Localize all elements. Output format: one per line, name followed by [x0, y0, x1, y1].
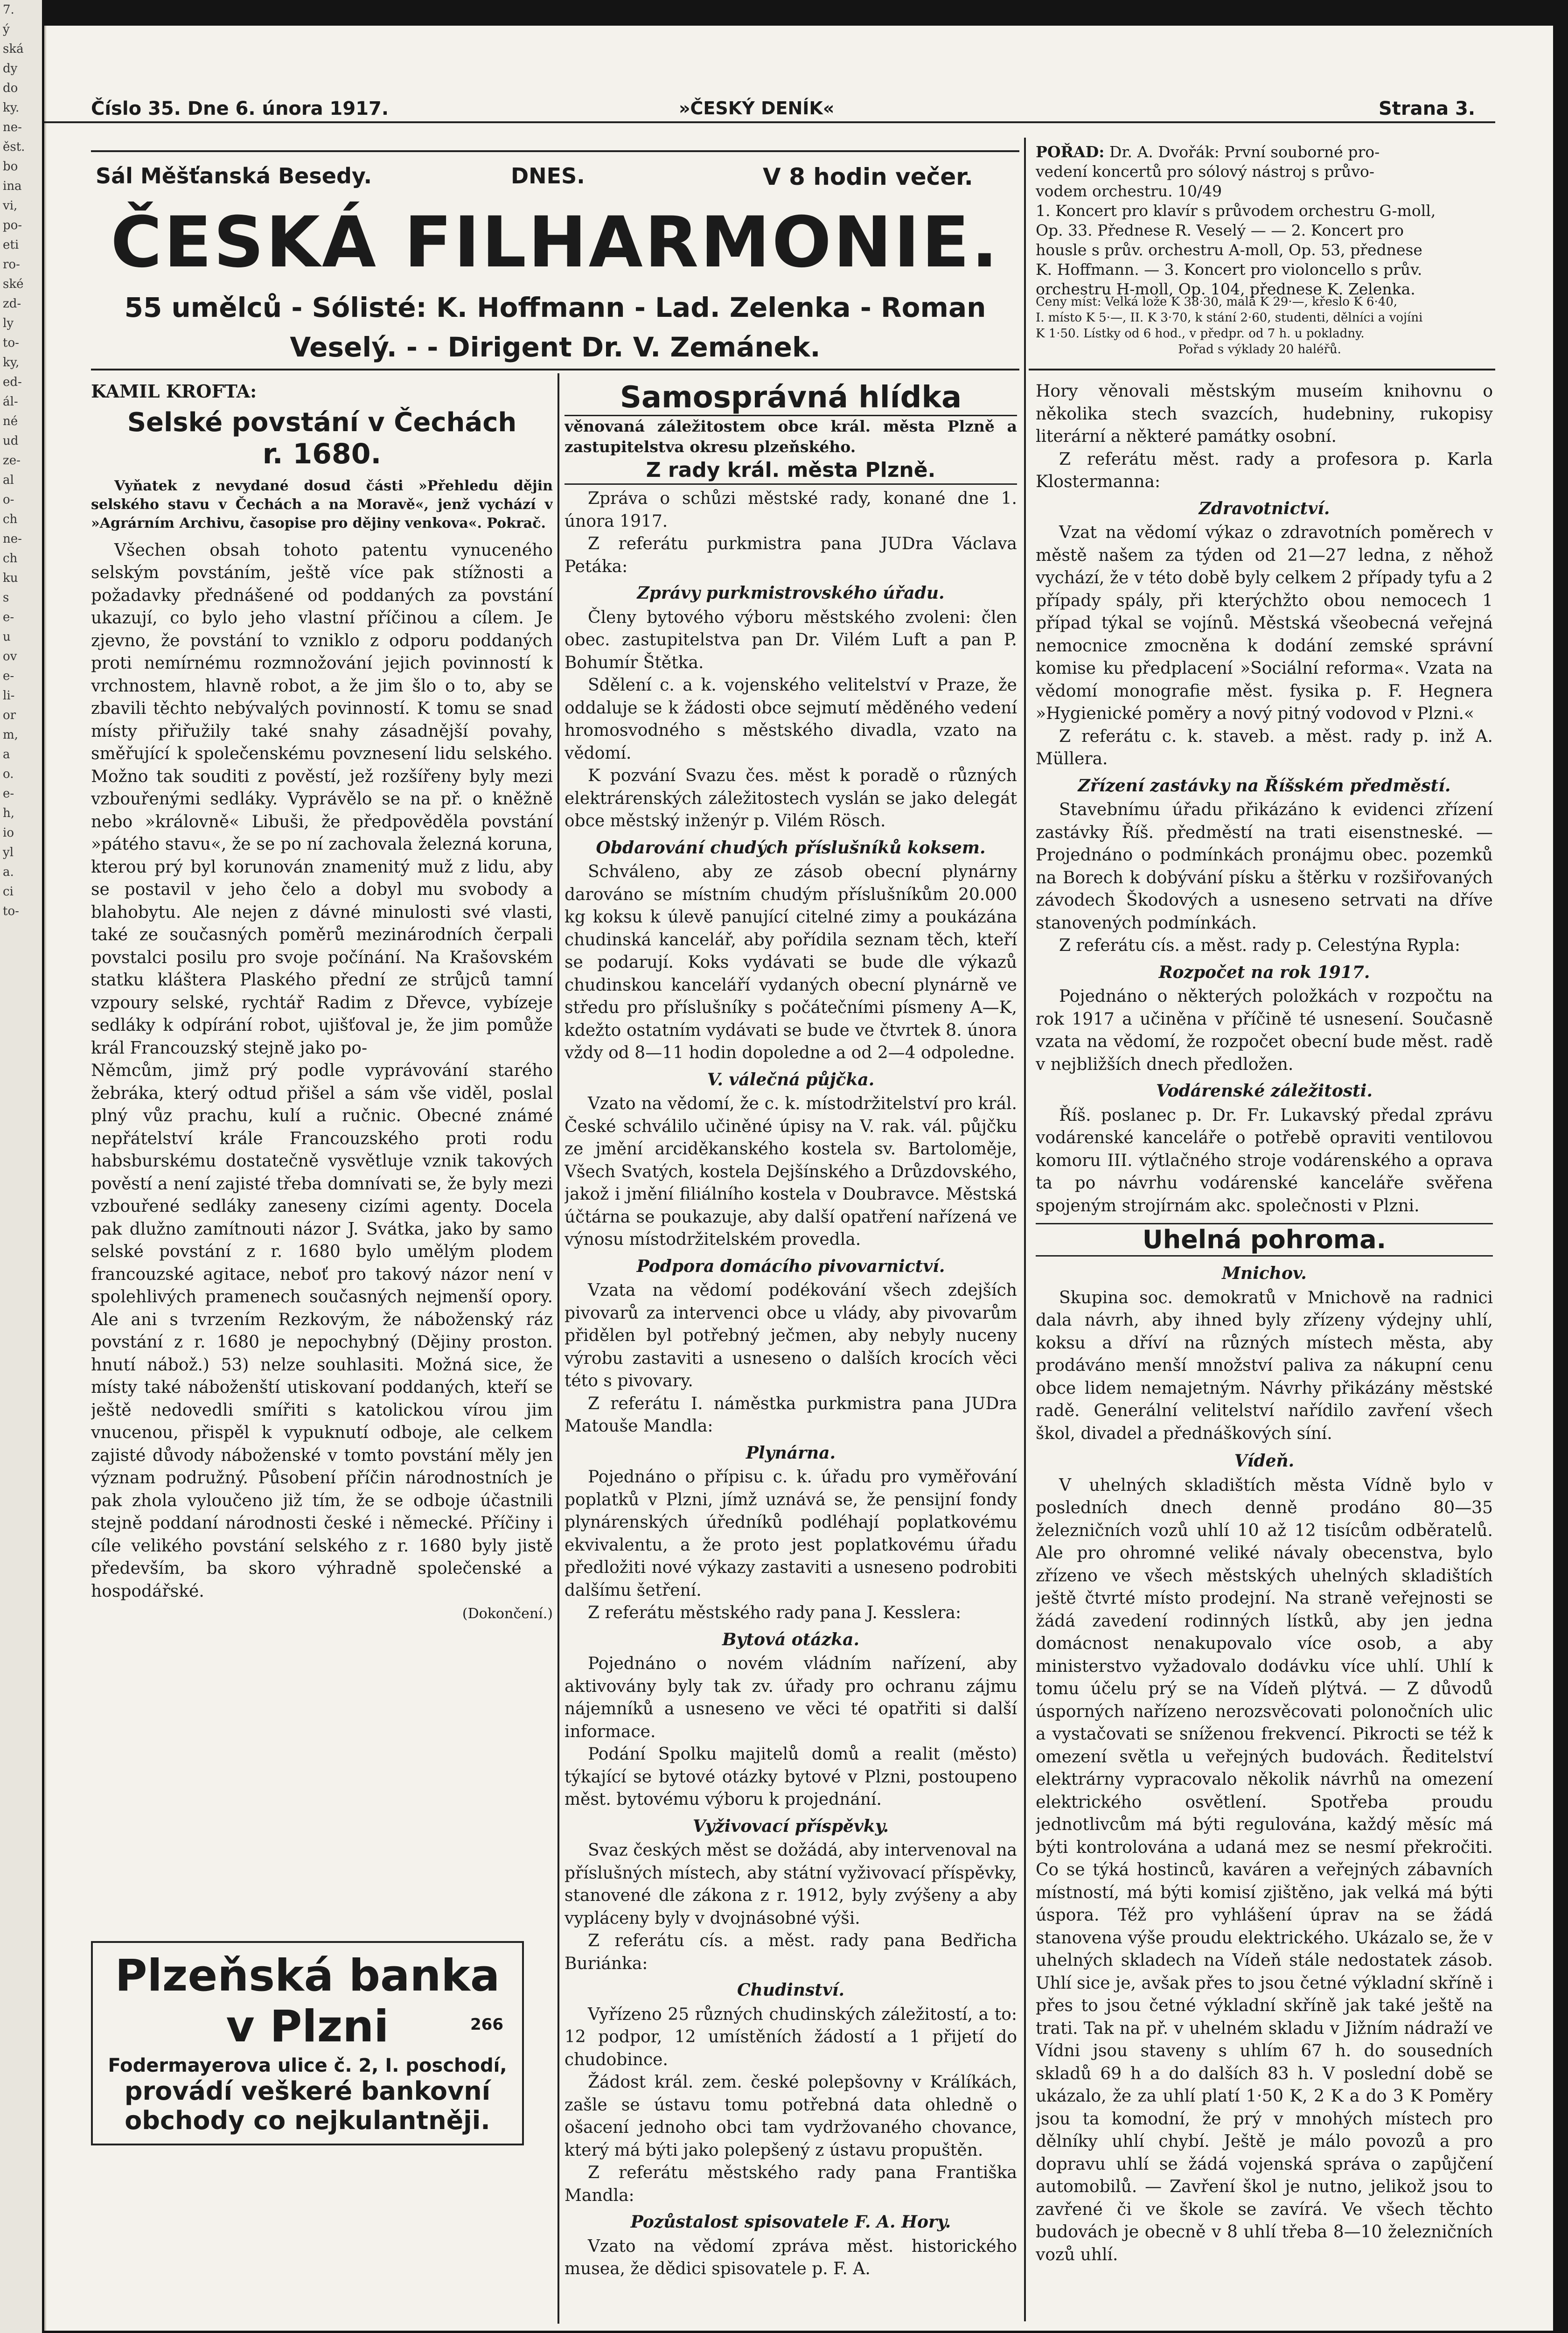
strip-fragment: zd-	[3, 297, 21, 311]
strip-fragment: ci	[3, 885, 14, 899]
strip-fragment: a.	[3, 865, 14, 879]
report-paragraph: Zpráva o schůzi městské rady, konané dne 1. února 1917.	[564, 489, 1017, 531]
report-paragraph: Z referátu měst. rady a profesora p. Karla Klostermanna:	[1036, 449, 1493, 491]
report-paragraph: Vzato na vědomí, že c. k. místodržitelství pro král. České schválilo učiněné úpisy na V. rak. vál. půjčku ze jmění arciděkanského kostela sv. Bartoloměje, Všech Svatých, kostela Dejšínského a Drůzdovského, jakož i jmění filiálního kostela v Doubravce. Městská účtárna se poukazuje, aby další opatření nařízená ve výnosu místodržitelském provedla.	[564, 1094, 1017, 1249]
report-subheading: Plynárna.	[746, 1443, 836, 1463]
strip-fragment: ky.	[3, 101, 20, 115]
column-council-continued	[1036, 380, 1493, 2317]
soloists-line: 55 umělců - Sólisté: K. Hoffmann - Lad. Zelenka - Roman	[124, 292, 986, 323]
bank-slogan-2: obchody co nejkulantněji.	[125, 2106, 490, 2135]
program-line: housle s prův. orchestru A-moll, Op. 53, přednese	[1036, 241, 1422, 259]
strip-fragment: ál-	[3, 395, 18, 409]
price-line: Pořad s výklady 20 haléřů.	[1178, 342, 1341, 356]
article-peasant-uprising	[91, 380, 553, 1934]
program-line: Dr. A. Dvořák: První souborné pro-	[1109, 143, 1380, 161]
article-paragraph: Všechen obsah tohoto patentu vynuceného selským povstáním, ještě více pak stížnosti a požadavky přednášené od poddaných za povstání ukazují, co bylo jeho vlastní příčinou a cílem. Je zjevno, že povstání to vzniklo z odporu poddaných proti nemírnému rozmnožování jejich povinností k vrchnostem, hlavně robot, a že jim šlo o to, aby se zbavili těchto nebývalých povinností. K tomu se snad místy přiřužily také snahy zásadnější povahy, směřující k společenskému povznesení lidu selského. Možno tak souditi z pověstí, jež rozšířeny byly mezi vzbouřenými sedláky. Vyprávělo se na př. o kněžně nebo »královně« Libuši, že předpověděla povstání »pátého stavu«, že se po ní zachovala železná koruna, kterou prý byl korunován znamenitý muž z lidu, aby se postavil v jeho čelo a dobyl mu svobody a blahobytu. Ale nejen z dávné minulosti své vlasti, také ze současných poměrů mezinárodních čerpali povstalci posilu pro svoje počínání. Na Krašovském statku kláštera Plaského přední ze strůjců tamní vzpoury selské, rychtář Radim z Dřevce, vybízeje sedláky k odpírání robot, ujišťoval je, že jim pomůže král Francouzský stejně jako po-	[91, 540, 553, 1058]
strip-fragment: ku	[3, 571, 18, 585]
section-intro: věnovaná záležitostem obce král. města Plzně a zastupitelstva okresu plzeňského.	[564, 417, 1017, 456]
orchestra-title: ČESKÁ FILHARMONIE.	[111, 202, 1000, 283]
strip-fragment: ská	[3, 42, 24, 56]
concert-time: V 8 hodin večer.	[763, 163, 973, 190]
program-line: K. Hoffmann. — 3. Koncert pro violoncello s prův.	[1036, 260, 1422, 279]
strip-fragment: né	[3, 414, 18, 428]
bank-name: Plzeňská banka	[115, 1950, 500, 2001]
article-continuation: (Dokončení.)	[462, 1606, 553, 1622]
strip-fragment: e-	[3, 610, 14, 624]
strip-fragment: dy	[3, 62, 18, 76]
strip-fragment: al	[3, 473, 14, 487]
coal-crisis-title: Uhelná pohroma.	[1036, 1223, 1493, 1257]
strip-fragment: io	[3, 826, 14, 840]
ad-bottom-rule	[91, 369, 1019, 370]
strip-fragment: ěst.	[3, 140, 25, 154]
article-author: KAMIL KROFTA:	[91, 381, 257, 402]
vienna-report: V uhelných skladištích města Vídně bylo v posledních dnech denně prodáno 80—35 železničních vozů uhlí 10 až 12 tisícům odběratelů. Ale pro ohromné veliké návaly obecenstva, bylo zřízeno ve všech městských uhelných skladištích ještě čtvrté místo prodejní. Na straně veřejnosti se žádá zavedení rodinných lístků, aby jen jedna domácnost nenakupovalo více osob, a aby ministerstvo vyžadovalo dodávku více uhlí. Uhlí k tomu účelu prý se na Vídeň plýtvá. — Z důvodů úsporných nařízeno nerozsvěcovati polonočních ulic a vystačovati se sníženou frekvencí. Pikrocti se též k omezení světla u veřejných budovách. Ředitelství elektrárny vypracovalo několik návrhů na omezení elektrického osvětlení. Spotřeba proudu jednotlivcům má býti regulována, každý měsíc má býti kontrolována a udaná mez se nesmí překročiti. Co se týká hostinců, kaváren a veřejných zábavních místností, má býti komisí zjištěno, jak velká má býti úspora. Též pro vyhlášení úprav na se žádá stanovena výše proudu elektrického. Ukázalo se, že v uhelných skladech na Vídeň stále nedostatek zásob. Uhlí sice je, avšak přes to jsou četné výkladní skříně i přes to jsou četné výkladní skříně jak také ještě na trati. Tak na př. v uhelném skladu v Jižním nádraží ve Vídni jsou staveny s uhlím 67 h. do sousedních skladů 69 h a do dalších 83 h. V poslední době se ukázalo, že za uhlí platí 1·50 K, 2 K a do 3 K Poměry jsou ta komodní, že prý v mnohých místech pro dělníky uhlí chybí. Ještě je málo povozů a pro dopravu uhlí se žádá vojenská správa o zapůjčení automobilů. — Zavření škol je nutno, jelikož jsou to zavřené či ve škole se zavírá. Ve všech těchto budovách je obecně v 8 uhlí třeba 8—10 železničních vozů uhlí.	[1036, 1475, 1493, 2264]
concert-advertisement	[91, 154, 1019, 364]
report-paragraph: Z referátu purkmistra pana JUDra Václava Petáka:	[564, 534, 1017, 576]
report-subheading: V. válečná půjčka.	[707, 1069, 875, 1090]
report-paragraph: Z referátu městského rady pana Františka Mandla:	[564, 2163, 1017, 2205]
report-paragraph: Svaz českých měst se dožádá, aby intervenoval na příslušných místech, aby státní vyživovací příspěvky, stanovené dle zákona z r. 1912, byly zvýšeny a aby vypláceny byly v dvojnásobné výši.	[564, 1841, 1017, 1928]
strip-fragment: ne-	[3, 120, 22, 134]
strip-fragment: eti	[3, 238, 19, 252]
strip-fragment: or	[3, 708, 16, 722]
strip-fragment: ed-	[3, 375, 22, 389]
ad-top-rule	[91, 150, 1019, 152]
report-paragraph: Pojednáno o některých položkách v rozpočtu na rok 1917 a učiněna v příčině té usnesení. Současně vzata na vědomí, že rozpočet obecní bude měst. radě v nejbližších dnech předložen.	[1036, 987, 1493, 1074]
section-subtitle: Z rady král. města Plzně.	[564, 457, 1017, 485]
bank-advertisement	[91, 1941, 524, 2145]
strip-fragment: e-	[3, 669, 14, 683]
page-header	[44, 93, 1495, 123]
report-paragraph: Pojednáno o přípisu c. k. úřadu pro vyměřování poplatků v Plzni, jímž uznává se, že pensijní fondy plynárenských úředníků podléhají poplatkovému ekvivalentu, a že proto jest poplatkovému úřadu předložiti nové výkazy zastaviti a usneseno podrobiti dalšímu šetření.	[564, 1467, 1017, 1600]
strip-fragment: to-	[3, 336, 19, 350]
strip-fragment: po-	[3, 218, 22, 232]
article-paragraph: Němcům, jimž prý podle vyprávování starého žebráka, který odtud přišel a sám vše viděl, poslal plný vůz prachu, kulí a ručnic. Obecné známé nepřátelství krále Francouzského proti rodu habsburskému dostatečně vysvětluje vznik takových pověstí a není zajisté třeba domnívati se, že byly mezi vzbouřené sedláky zaneseny cizími agenty. Docela pak dlužno zamítnouti názor J. Svátka, jako by samo selské povstání z r. 1680 bylo umělým plodem francouzské agitace, neboť pro takový názor není v spolehlivých pramenech současných nejmenší opory. Ale ani s tvrzením Rezkovým, že náboženský ráz povstání z r. 1680 je nepochybný (Dějiny proston. hnutí nábož.) 53) nelze souhlasiti. Možná sice, že místy také náboženští utiskovaní poddaných, kteří se ještě nedovedli smířiti s katolickou vírou jim vnucenou, přispěl k vypuknutí odboje, ale celkem zajisté důvody náboženské v tomto povstání měly jen význam podružný. Působení příčin národnostních je pak zhola vyloučeno již tím, že se odboje účastnili stejně poddaní národnosti české i německé. Příčiny i cíle velikého povstání selského z r. 1680 byly jistě především, ba skoro výhradně společenské a hospodářské.	[91, 1061, 553, 1601]
program-line: vedení koncertů pro sólový nástroj s průvo-	[1036, 162, 1375, 181]
section-title: Samosprávná hlídka	[564, 380, 1017, 416]
report-subheading: Obdarování chudých příslušníků koksem.	[596, 838, 986, 858]
strip-fragment: ch	[3, 512, 18, 526]
strip-fragment: ch	[3, 552, 18, 566]
council-report-continued	[1036, 380, 1493, 1217]
report-paragraph: Z referátu c. k. staveb. a měst. rady p. inž A. Müllera.	[1036, 726, 1493, 768]
strip-fragment: h,	[3, 806, 15, 820]
program-line: Op. 33. Přednese R. Veselý — — 2. Koncert pro	[1036, 221, 1404, 239]
issue-date: Číslo 35. Dne 6. února 1917.	[91, 98, 389, 119]
strip-fragment: vi,	[3, 199, 18, 213]
venue: Sál Měšťanská Besedy.	[96, 163, 372, 189]
report-subheading: Chudinství.	[737, 1980, 845, 2000]
strip-fragment: s	[3, 591, 9, 605]
adjacent-page-strip	[0, 0, 42, 2333]
strip-fragment: ý	[3, 22, 10, 36]
program-bottom-rule	[1029, 369, 1495, 370]
conductor-line: Veselý. - - Dirigent Dr. V. Zemánek.	[290, 331, 821, 363]
strip-fragment: ky,	[3, 356, 20, 370]
report-subheading: Zprávy purkmistrovského úřadu.	[637, 583, 945, 603]
column-rule-1	[558, 373, 559, 2324]
council-report	[564, 488, 1017, 2281]
strip-fragment: ze-	[3, 454, 21, 468]
strip-fragment: ina	[3, 179, 22, 193]
strip-fragment: ov	[3, 650, 17, 664]
strip-fragment: 7.	[3, 3, 14, 17]
strip-fragment: o.	[3, 767, 14, 781]
strip-fragment: o-	[3, 493, 14, 507]
strip-fragment: ro-	[3, 258, 20, 272]
report-paragraph: Z referátu cís. a měst. rady p. Celestýna Rypla:	[1059, 936, 1461, 955]
report-subheading: Vodárenské záležitosti.	[1156, 1081, 1373, 1101]
strip-fragment: m,	[3, 728, 18, 742]
report-subheading: Vyživovací příspěvky.	[692, 1816, 889, 1836]
report-subheading: Bytová otázka.	[722, 1629, 859, 1649]
report-paragraph: Z referátu městského rady pana J. Kesslera:	[588, 1603, 962, 1622]
strip-fragment: ské	[3, 277, 24, 291]
report-subheading: Rozpočet na rok 1917.	[1158, 962, 1370, 982]
price-line: I. místo K 5·—, II. K 3·70, k stání 2·60, studenti, dělníci a vojíni	[1036, 311, 1423, 325]
report-paragraph: Vzata na vědomí podékování všech zdejších pivovarů za intervenci obce u vlády, aby pivovarům přidělen byl potřebný ječmen, aby nebyly nuceny výrobu zastaviti a usneseno o dalších krocích věci této s pivovary.	[564, 1281, 1017, 1390]
report-paragraph: Stavebnímu úřadu přikázáno k evidenci zřízení zastávky Říš. předměstí na trati eisenstneské. — Projednáno o podmínkách pronájmu obec. pozemků na Borech k dobývání písku a štěrku v rozšiřovaných závodech Škodových a usneseno setrvati na dříve stanovených podmínkách.	[1036, 800, 1493, 933]
report-subheading: Zřízení zastávky na Říšském předměstí.	[1078, 775, 1451, 796]
report-paragraph: Vzat na vědomí výkaz o zdravotních poměrech v městě našem za týden od 21—27 ledna, z něhož vychází, že v této době byly celkem 2 případy tyfu a 2 případy spály, při kterýchžto obou nemocech 1 případ týkal se vojínů. Městská všeobecná veřejná nemocnice zmocněna k dodání zemské správní komise ku předplacení »Sociální reforma«. Vzata na vědomí monografie měst. fysika p. F. Hegnera »Hygienické poměry a nový pitný vodovod v Plzni.«	[1036, 523, 1493, 723]
report-subheading: Podpora domácího pivovarnictví.	[636, 1256, 945, 1276]
price-line: Ceny míst: Velká lože K 38·30, malá K 29·—, křeslo K 6·40,	[1036, 295, 1398, 309]
report-paragraph: Vyřízeno 25 různých chudinských záležitostí, a to: 12 podpor, 12 umístěních žádostí a 1 přijetí do chudobince.	[564, 2005, 1017, 2069]
munich-report: Skupina soc. demokratů v Mnichově na radnici dala návrh, aby ihned byly zřízeny výdejny uhlí, koksu a dříví na různých místech města, aby prodáváno menší množství paliva za nákupní cenu obce lidem nemajetným. Návrhy přikázány městské radě. Generální velitelství nařídilo zavření všech škol, divadel a přednáškových síní.	[1036, 1288, 1493, 1443]
strip-fragment: ly	[3, 316, 14, 330]
report-paragraph: Členy bytového výboru městského zvoleni: člen obec. zastupitelstva pan Dr. Vilém Luft a pan P. Bohumír Štětka.	[564, 608, 1017, 672]
bank-slogan-1: provádí veškeré bankovní	[124, 2076, 491, 2106]
report-paragraph: K pozvání Svazu čes. měst k poradě o různých elektrárenských záležitostech vyslán se jako delegát obce městský inženýr p. Vilém Rösch.	[564, 766, 1017, 831]
strip-fragment: to-	[3, 904, 19, 918]
report-paragraph: Podání Spolku majitelů domů a realit (město) týkající se bytové otázky bytové v Plzni, postoupeno měst. bytovému výboru k projednání.	[564, 1745, 1017, 1809]
bank-address: Fodermayerova ulice č. 2, I. poschodí,	[108, 2055, 507, 2076]
column-rule-3	[1024, 138, 1026, 2321]
strip-fragment: do	[3, 81, 18, 95]
newspaper-name: »ČESKÝ DENÍK«	[679, 98, 835, 119]
article-intro: Vyňatek z nevydané dosud části »Přehledu dějin selského stavu v Čechách a na Moravě«, jenž vychází v »Agrárním Archivu, časopise pro dějiny venkova«. Pokrač.	[91, 477, 553, 531]
bank-city: v Plzni 266	[226, 2001, 503, 2052]
ad-number: 266	[470, 2015, 503, 2034]
report-paragraph: Říš. poslanec p. Dr. Fr. Lukavský předal zprávu vodárenské kanceláře o potřebě opraviti ventilovou komoru III. výtlačného stroje vodárenského a oprava ta po návrhu vodárenské kanceláře svěřena spojeným strojírnám akc. společnosti v Plzni.	[1036, 1105, 1493, 1215]
strip-fragment: li-	[3, 689, 15, 703]
concert-program	[1036, 142, 1484, 299]
report-paragraph: Sdělení c. a k. vojenského velitelství v Praze, že oddaluje se k žádosti obce sejmutí měděného vedení hromosvodného s městského divadla, vzato na vědomí.	[564, 676, 1017, 763]
strip-fragment: e-	[3, 787, 14, 801]
report-paragraph: Vzato na vědomí zpráva měst. historického musea, že dědici spisovatele p. F. A.	[564, 2236, 1017, 2278]
strip-fragment: bo	[3, 160, 18, 174]
page-number: Strana 3.	[1379, 98, 1476, 119]
price-line: K 1·50. Lístky od 6 hod., v předpr. od 7 h. u pokladny.	[1036, 327, 1365, 341]
report-subheading: Pozůstalost spisovatele F. A. Hory.	[630, 2212, 951, 2232]
strip-fragment: u	[3, 630, 11, 644]
article-title: Selské povstání v Čechách	[127, 407, 517, 438]
report-paragraph: Schváleno, aby ze zásob obecní plynárny darováno se místním chudým příslušníkům 20.000 kg koksu k úlevě panující citelné zimy a poukázána chudinská kancelář, aby pořídila seznam těch, kteří se podarují. Koks vydávati se bude dle výkazů chudinskou kanceláří vydaných obecní plynárně ve středu pro příslušníky s počátečními písmeny A—K, kdežto ostatním vydávati se bude ve čtvrtek 8. února vždy od 8—11 hodin dopoledne a od 2—4 odpoledne.	[564, 862, 1017, 1062]
strip-fragment: ud	[3, 434, 19, 448]
report-paragraph: Z referátu I. náměstka purkmistra pana JUDra Matouše Mandla:	[564, 1394, 1017, 1436]
report-subheading: Zdravotnictví.	[1199, 498, 1330, 518]
ticket-prices	[1036, 294, 1484, 357]
munich-heading: Mnichov.	[1222, 1264, 1307, 1283]
strip-fragment: ne-	[3, 532, 22, 546]
program-line: orchestru H-moll, Op. 104, přednese K. Zelenka.	[1036, 280, 1415, 298]
program-label: POŘAD:	[1036, 143, 1105, 161]
program-line: vodem orchestru. 10/49	[1036, 182, 1222, 200]
report-paragraph: Pojednáno o novém vládním nařízení, aby aktivovány byly tak zv. úřady pro ochranu zájmu nájemníků a usneseno ve věci té opatřiti si další informace.	[564, 1654, 1017, 1741]
today-label: DNES.	[511, 163, 585, 189]
strip-fragment: a	[3, 747, 10, 761]
report-paragraph: Žádost král. zem. české polepšovny v Králíkách, zašle se ústavu tomu potřebná data ohledně o ošacení jednoho obci tam vydržovaného chovance, který má býti jako polepšený z ústavu propuštěn.	[564, 2073, 1017, 2160]
vienna-heading: Vídeň.	[1234, 1451, 1295, 1471]
report-paragraph: Hory věnovali městským museím knihovnu o několika stech svazcích, hudebniny, rukopisy literární a některé památky osobní.	[1036, 382, 1493, 446]
program-line: 1. Koncert pro klavír s průvodem orchestru G-moll,	[1036, 202, 1436, 220]
column-municipal-watch	[564, 380, 1017, 2317]
article-title-year: r. 1680.	[262, 437, 382, 470]
report-paragraph: Z referátu cís. a měst. rady pana Bedřicha Buriánka:	[564, 1931, 1017, 1973]
strip-fragment: yl	[3, 845, 14, 859]
